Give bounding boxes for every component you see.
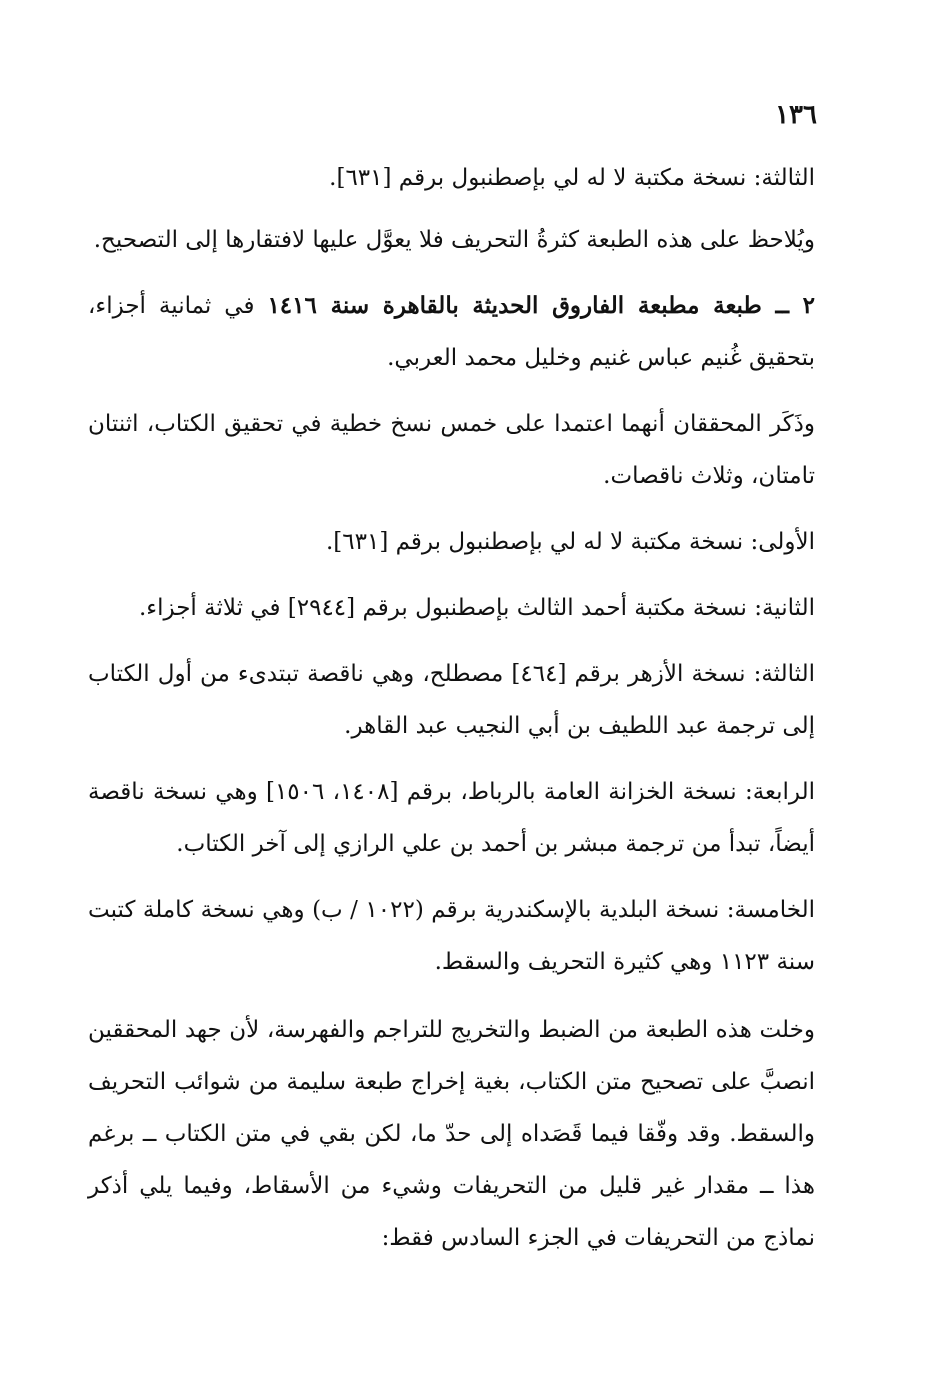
paragraph-third-copy-1: الثالثة: نسخة مكتبة لا له لي بإصطنبول برقم [٦٣١]. <box>329 165 815 191</box>
paragraph-first-copy: الأولى: نسخة مكتبة لا له لي بإصطنبول برقم [٦٣١]. <box>325 529 815 555</box>
paragraph-edition-2 <box>88 280 815 384</box>
paragraph-editors-manuscripts: وذَكَر المحققان أنهما اعتمدا على خمس نسخ خطية في تحقيق الكتاب، اثنتان تامتان، وثلاث ناقصات. <box>88 411 815 489</box>
paragraph-fifth-copy: الخامسة: نسخة البلدية بالإسكندرية برقم (١٠٢٢ / ب) وهي نسخة كاملة كتبت سنة ١١٢٣ وهي كثيرة التحريف والسقط. <box>88 897 815 975</box>
page-number: ١٣٦ <box>775 100 817 130</box>
edition-heading: ٢ ــ طبعة مطبعة الفاروق الحديثة بالقاهرة سنة ١٤١٦ <box>267 292 816 319</box>
paragraph-note-distortion: ويُلاحظ على هذه الطبعة كثرةُ التحريف فلا يعوَّل عليها لافتقارها إلى التصحيح. <box>93 227 815 253</box>
paragraph-fourth-copy: الرابعة: نسخة الخزانة العامة بالرباط، برقم [١٤٠٨، ١٥٠٦] وهي نسخة ناقصة أيضاً، تبدأ من ترجمة مبشر بن أحمد بن علي الرازي إلى آخر الكتاب. <box>88 779 815 857</box>
paragraph-second-copy: الثانية: نسخة مكتبة أحمد الثالث بإصطنبول برقم [٢٩٤٤] في ثلاثة أجزاء. <box>138 595 815 621</box>
paragraph-third-copy-2: الثالثة: نسخة الأزهر برقم [٤٦٤] مصطلح، وهي ناقصة تبتدىء من أول الكتاب إلى ترجمة عبد اللطيف بن أبي النجيب عبد القاهر. <box>88 661 815 739</box>
paragraph-edition-notes: وخلت هذه الطبعة من الضبط والتخريج للتراجم والفهرسة، لأن جهد المحققين انصبَّ على تصحيح متن الكتاب، بغية إخراج طبعة سليمة من شوائب التحريف والسقط. وقد وفّقا فيما قَصَداه إلى حدّ ما، لكن بقي في متن الكتاب ــ برغم هذا ــ مقدار غير قليل من التحريفات وشيء من الأسقاط، وفيما يلي أذكر نماذج من التحريفات في الجزء السادس فقط: <box>88 1017 815 1251</box>
edition-details: في ثمانية أجزاء، بتحقيق غُنيم عباس غنيم وخليل محمد العربي. <box>88 293 815 371</box>
page-body <box>88 152 815 1278</box>
